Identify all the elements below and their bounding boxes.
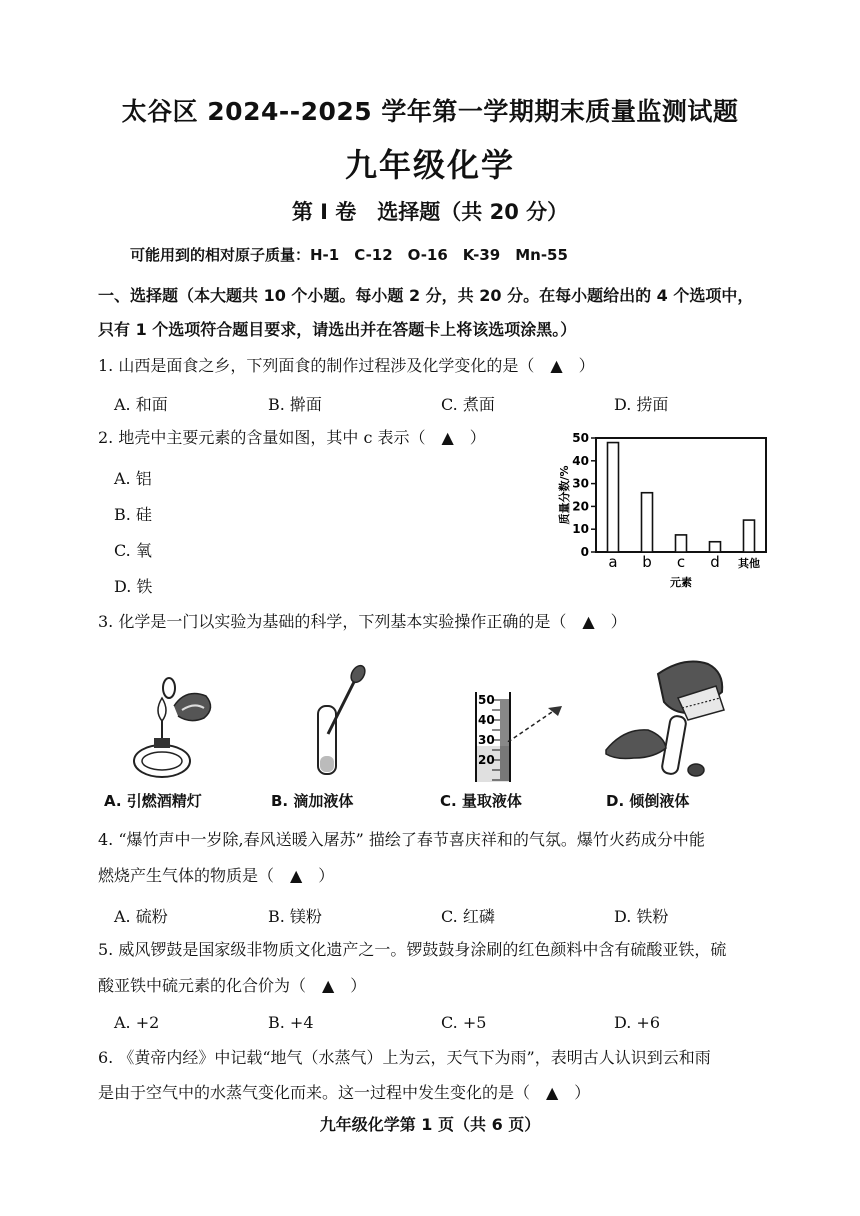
q5-option-d: D. +6	[614, 1013, 661, 1032]
x-axis-label: 元素	[670, 576, 692, 589]
q2-option-d: D. 铁	[114, 577, 153, 596]
q4-stem-line2: 燃烧产生气体的物质是（ ▲ ）	[98, 866, 335, 885]
exam-title: 太谷区 2024--2025 学年第一学期期末质量监测试题	[121, 97, 739, 126]
bar-a	[608, 443, 619, 552]
cylinder-tick-label: 30	[478, 733, 495, 747]
q2-option-c: C. 氧	[114, 541, 152, 560]
q3-caption-a: A. 引燃酒精灯	[104, 792, 202, 810]
cylinder-tick-label: 20	[478, 753, 495, 767]
cylinder-tick-label: 50	[478, 693, 495, 707]
bar-c	[676, 535, 687, 552]
y-tick-label: 30	[572, 476, 589, 491]
alcohol-lamp-illustration	[124, 666, 224, 786]
q3-stem: 3. 化学是一门以实验为基础的科学，下列基本实验操作正确的是（ ▲ ）	[98, 612, 627, 631]
q4-option-d: D. 铁粉	[614, 907, 669, 926]
x-tick-label: 其他	[738, 557, 760, 570]
x-tick-label: a	[608, 553, 618, 571]
q5-option-a: A. +2	[114, 1013, 160, 1032]
q4-option-b: B. 镁粉	[268, 907, 322, 926]
x-tick-label: d	[710, 553, 720, 571]
atomic-masses: 可能用到的相对原子质量：H-1 C-12 O-16 K-39 Mn-55	[130, 246, 568, 264]
page-footer: 九年级化学第 1 页（共 6 页）	[319, 1115, 541, 1134]
q3-caption-d: D. 倾倒液体	[606, 792, 690, 810]
q2-option-a: A. 铝	[114, 469, 152, 488]
q5-option-b: B. +4	[268, 1013, 314, 1032]
section-title: 第 I 卷 选择题（共 20 分）	[291, 200, 569, 224]
q1-stem: 1. 山西是面食之乡，下列面食的制作过程涉及化学变化的是（ ▲ ）	[98, 356, 595, 375]
q1-option-d: D. 捞面	[614, 395, 669, 414]
y-axis-label: 质量分数/%	[558, 465, 571, 525]
q6-stem-line2: 是由于空气中的水蒸气变化而来。这一过程中发生变化的是（ ▲ ）	[98, 1083, 591, 1102]
q1-option-b: B. 擀面	[268, 395, 322, 414]
q4-stem-line1: 4. “爆竹声中一岁除,春风送暖入屠苏” 描绘了春节喜庆祥和的气氛。爆竹火药成分中能	[98, 830, 705, 849]
x-tick-label: c	[676, 553, 686, 571]
bar-其他	[744, 520, 755, 552]
y-tick-label: 0	[580, 545, 589, 559]
q5-option-c: C. +5	[441, 1013, 487, 1032]
q2-stem: 2. 地壳中主要元素的含量如图，其中 c 表示（ ▲ ）	[98, 428, 486, 447]
bar-b	[642, 493, 653, 552]
q3-caption-c: C. 量取液体	[440, 792, 522, 810]
instructions-line1: 一、选择题（本大题共 10 个小题。每小题 2 分，共 20 分。在每小题给出的 4 个选项中，	[98, 286, 754, 305]
q4-option-a: A. 硫粉	[114, 907, 168, 926]
y-tick-label: 20	[572, 499, 589, 514]
subject-title: 九年级化学	[344, 146, 515, 184]
crust-element-chart	[548, 426, 788, 594]
q6-stem-line1: 6. 《黄帝内经》中记载“地气（水蒸气）上为云，天气下为雨”，表明古人认识到云和雨	[98, 1048, 711, 1067]
q5-stem-line1: 5. 威风锣鼓是国家级非物质文化遗产之一。锣鼓鼓身涂刷的红色颜料中含有硫酸亚铁，硫	[98, 940, 727, 959]
cylinder-tick-label: 40	[478, 713, 495, 727]
y-tick-label: 10	[572, 522, 589, 537]
y-tick-label: 50	[572, 431, 589, 445]
graduated-cylinder-illustration	[470, 690, 580, 786]
q1-option-a: A. 和面	[114, 395, 168, 414]
q1-option-c: C. 煮面	[441, 395, 495, 414]
q2-option-b: B. 硅	[114, 505, 152, 524]
q3-caption-b: B. 滴加液体	[271, 792, 354, 810]
q4-option-c: C. 红磷	[441, 907, 495, 926]
bar-d	[710, 542, 721, 552]
x-tick-label: b	[642, 553, 652, 571]
y-tick-label: 40	[572, 453, 589, 468]
q5-stem-line2: 酸亚铁中硫元素的化合价为（ ▲ ）	[98, 976, 367, 995]
pouring-liquid-illustration	[604, 646, 744, 786]
dropper-illustration	[302, 664, 382, 784]
instructions-line2: 只有 1 个选项符合题目要求，请选出并在答题卡上将该选项涂黑。）	[98, 320, 577, 339]
